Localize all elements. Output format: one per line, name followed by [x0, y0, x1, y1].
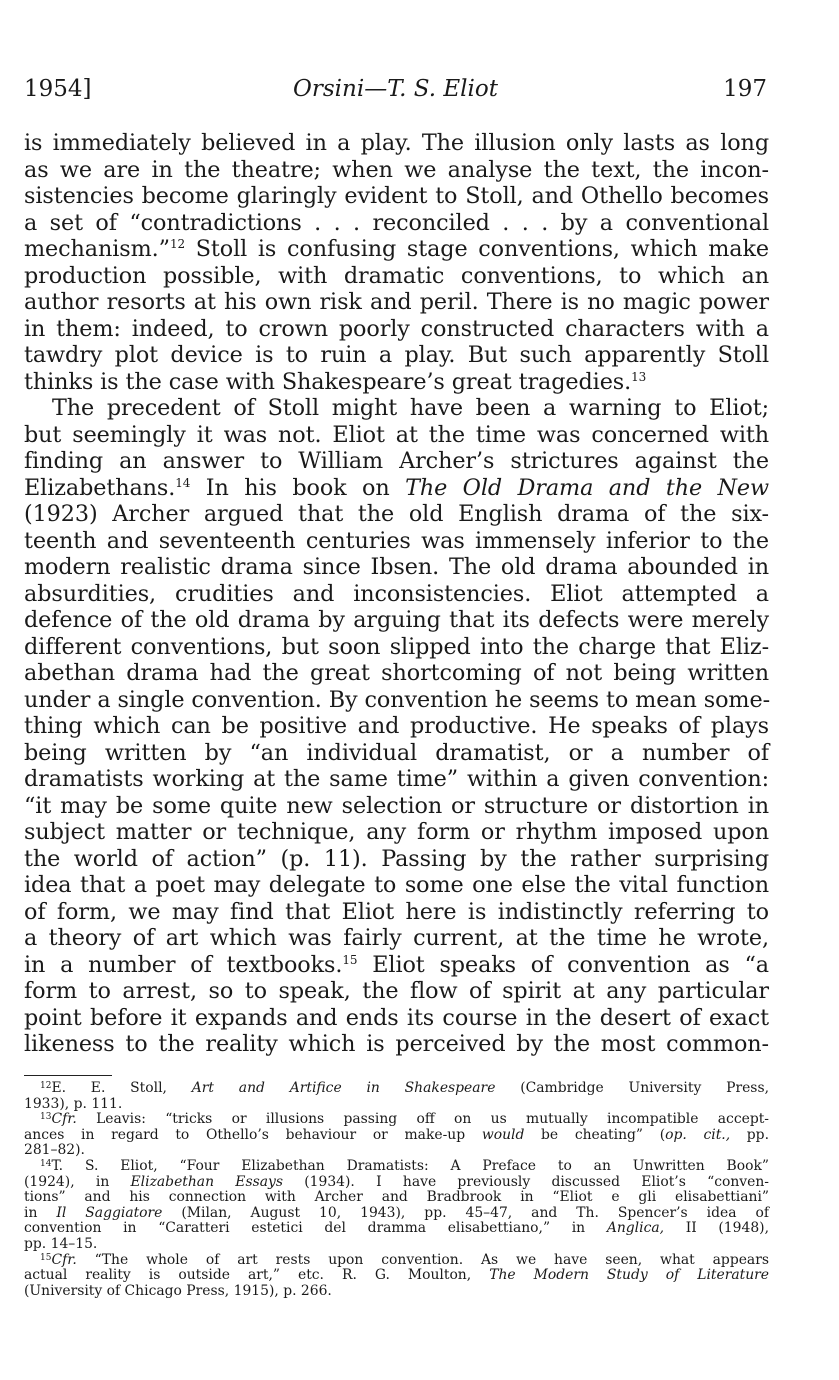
text-run: under a single convention. By convention he seems to mean some- [24, 686, 771, 713]
body-line [24, 210, 769, 237]
text-run: thinks is the case with Shakespeare’s great tragedies. [24, 368, 632, 395]
text-run: Eliot speaks of convention as “a [357, 951, 769, 978]
text-run: convention in “Caratteri estetici del dramma elisabettiano,” in [24, 1220, 607, 1237]
italic-text: Art and Artifice in Shakespeare [191, 1080, 496, 1096]
text-run: but seemingly it was not. Eliot at the time was concerned with [24, 421, 769, 448]
italic-text: Anglica, [606, 1220, 665, 1237]
text-run: idea that a poet may delegate to some one else the vital function [24, 872, 769, 898]
footnotes [24, 1081, 769, 1299]
text-run: author resorts at his own risk and peril. There is no magic power [24, 289, 769, 315]
text-run: production possible, with dramatic conventions, to which an [24, 262, 769, 289]
text-run: ances in regard to Othello’s behaviour or make-up [24, 1126, 482, 1143]
text-run: form to arrest, so to speak, the flow of spirit at any particular [24, 978, 769, 1004]
body-line [24, 740, 769, 767]
text-run: (1934). I have previously discussed Eliot’s “conven- [282, 1173, 769, 1190]
body-line [24, 607, 769, 634]
italic-text: The Old Drama and the New [405, 474, 769, 501]
text-run: T. S. Eliot, “Four Elizabethan Dramatists: A Preface to an Unwritten Book” [51, 1157, 769, 1174]
italic-text: Il Saggiatore [56, 1204, 163, 1221]
body-line [24, 634, 769, 661]
body-line [24, 369, 769, 396]
footnote-marker: 15 [342, 952, 358, 967]
body-line [24, 1031, 769, 1058]
body-line [24, 713, 769, 740]
text-run: 281–82). [24, 1142, 85, 1159]
body-line [24, 1005, 769, 1032]
body-line [24, 978, 769, 1005]
footnote-marker: 13 [40, 1112, 52, 1123]
text-run: (University of Chicago Press, 1915), p. 266. [24, 1282, 332, 1299]
body-line [24, 289, 769, 316]
text-run: Leavis: “tricks or illusions passing off on us mutually incompatible accept- [76, 1111, 769, 1128]
text-run: likeness to the reality which is perceived by the most common- [24, 1031, 769, 1057]
body-line [24, 501, 769, 528]
body-line [24, 952, 769, 979]
footnote-line [24, 1237, 769, 1253]
footnote-marker: 12 [169, 237, 186, 251]
text-run: (Cambridge University Press, [495, 1080, 769, 1096]
text-run: in them: indeed, to crown poorly constructed characters with a [24, 315, 769, 342]
footnote-line [24, 1143, 769, 1159]
footnote-line [24, 1221, 769, 1237]
footnote-line [24, 1081, 769, 1097]
text-run: (Milan, August 10, 1943), pp. 45–47, and Th. Spencer’s idea of [162, 1204, 769, 1221]
footnote-line [24, 1190, 769, 1206]
text-run: (1923) Archer argued that the old English drama of the six- [24, 501, 769, 527]
text-run: sistencies become glaringly evident to Stoll, and Othello becomes [24, 183, 769, 209]
body-line [24, 819, 769, 846]
text-run: 1933), p. 111. [24, 1095, 123, 1112]
body-line [24, 899, 769, 926]
italic-text: Cfr. [51, 1251, 77, 1268]
footnote-line [24, 1128, 769, 1144]
body-line [24, 660, 769, 687]
italic-text: would [481, 1126, 525, 1143]
body-line [24, 395, 769, 422]
body-line [24, 263, 769, 290]
text-run: actual reality is outside art,” etc. R. G. Moulton, [24, 1267, 490, 1284]
text-run: pp. 14–15. [24, 1235, 98, 1252]
footnote-line [24, 1284, 769, 1300]
italic-text: Cfr. [51, 1111, 77, 1128]
body-line [24, 183, 769, 210]
italic-text: The Modern Study of Literature [489, 1267, 770, 1284]
footnote-marker: 14 [175, 475, 191, 490]
text-run: absurdities, crudities and inconsistencies. Eliot attempted a [24, 580, 769, 607]
header-year: 1954] [24, 76, 92, 102]
body-line [24, 236, 769, 263]
body-line [24, 316, 769, 343]
text-run: teenth and seventeenth centuries was immensely inferior to the [24, 527, 769, 554]
text-run: being written by “an individual dramatist, or a number of [24, 739, 769, 766]
text-run: in a number of textbooks. [24, 951, 343, 978]
text-run: as we are in the theatre; when we analyse the text, the incon- [24, 156, 769, 183]
text-run: finding an answer to William Archer’s strictures against the [24, 448, 769, 474]
page-number: 197 [723, 76, 767, 102]
footnote-line [24, 1159, 769, 1175]
body-line [24, 793, 769, 820]
running-title: Orsini—T. S. Eliot [293, 76, 498, 102]
body-line [24, 687, 769, 714]
text-run: “The whole of art rests upon convention. As we have seen, what appears [76, 1251, 769, 1268]
body-line [24, 581, 769, 608]
text-run: II (1948), [664, 1220, 769, 1237]
body-line [24, 528, 769, 555]
text-run: a theory of art which was fairly current, at the time he wrote, [24, 925, 769, 951]
text-run: E. E. Stoll, [51, 1080, 192, 1096]
footnote-marker: 14 [40, 1158, 52, 1169]
body-line [24, 475, 769, 502]
text-run: subject matter or technique, any form or rhythm imposed upon [24, 819, 769, 845]
footnote-line [24, 1206, 769, 1222]
body-line [24, 448, 769, 475]
text-run: thing which can be positive and productive. He speaks of plays [24, 713, 769, 739]
running-header [24, 74, 767, 104]
text-run: The precedent of Stoll might have been a warning to Eliot; [52, 395, 769, 421]
text-run: dramatists working at the same time” within a given convention: [24, 766, 769, 792]
body-line [24, 130, 769, 157]
text-run: tions” and his connection with Archer and Bradbrook in “Eliot e gli elisabettiani” [24, 1189, 769, 1206]
text-run: pp. [730, 1126, 769, 1143]
body-line [24, 422, 769, 449]
text-run: (1924), in [24, 1173, 131, 1190]
text-run: be cheating” ( [524, 1126, 666, 1143]
italic-text: op. cit., [665, 1126, 731, 1143]
text-run: tawdry plot device is to ruin a play. But such apparently Stoll [24, 342, 769, 368]
text-run: different conventions, but soon slipped into the charge that Eliz- [24, 633, 769, 660]
body-line [24, 766, 769, 793]
body-line [24, 872, 769, 899]
footnote-divider [24, 1075, 112, 1076]
footnote-line [24, 1253, 769, 1269]
text-run: defence of the old drama by arguing that its defects were merely [24, 607, 769, 633]
text-run: of form, we may find that Eliot here is indistinctly referring to [24, 898, 769, 925]
body-line [24, 554, 769, 581]
footnote-marker: 15 [40, 1252, 52, 1263]
footnote-line [24, 1268, 769, 1284]
text-run: is immediately believed in a play. The illusion only lasts as long [24, 130, 769, 156]
text-run: Elizabethans. [24, 474, 176, 501]
text-run: point before it expands and ends its course in the desert of exact [24, 1004, 769, 1031]
body-line [24, 925, 769, 952]
text-run: “it may be some quite new selection or structure or distortion in [24, 792, 769, 819]
body-line [24, 342, 769, 369]
text-run: In his book on [190, 474, 406, 501]
text-run: a set of “contradictions . . . reconciled . . . by a conventional [24, 209, 769, 236]
footnote-marker: 12 [40, 1081, 52, 1091]
body-line [24, 157, 769, 184]
text-run: mechanism.” [24, 236, 170, 262]
italic-text: Elizabethan Essays [130, 1173, 283, 1190]
footnote-line [24, 1112, 769, 1128]
text-run: the world of action” (p. 11). Passing by the rather surprising [24, 845, 769, 872]
footnote-line [24, 1175, 769, 1191]
footnote-marker: 13 [631, 369, 647, 384]
footnote-line [24, 1097, 769, 1113]
text-run: in [24, 1204, 57, 1221]
body-line [24, 846, 769, 873]
text-run: abethan drama had the great shortcoming of not being written [24, 660, 769, 686]
text-run: Stoll is confusing stage conventions, which make [185, 236, 769, 262]
body-text [24, 130, 769, 1058]
text-run: modern realistic drama since Ibsen. The old drama abounded in [24, 554, 769, 580]
